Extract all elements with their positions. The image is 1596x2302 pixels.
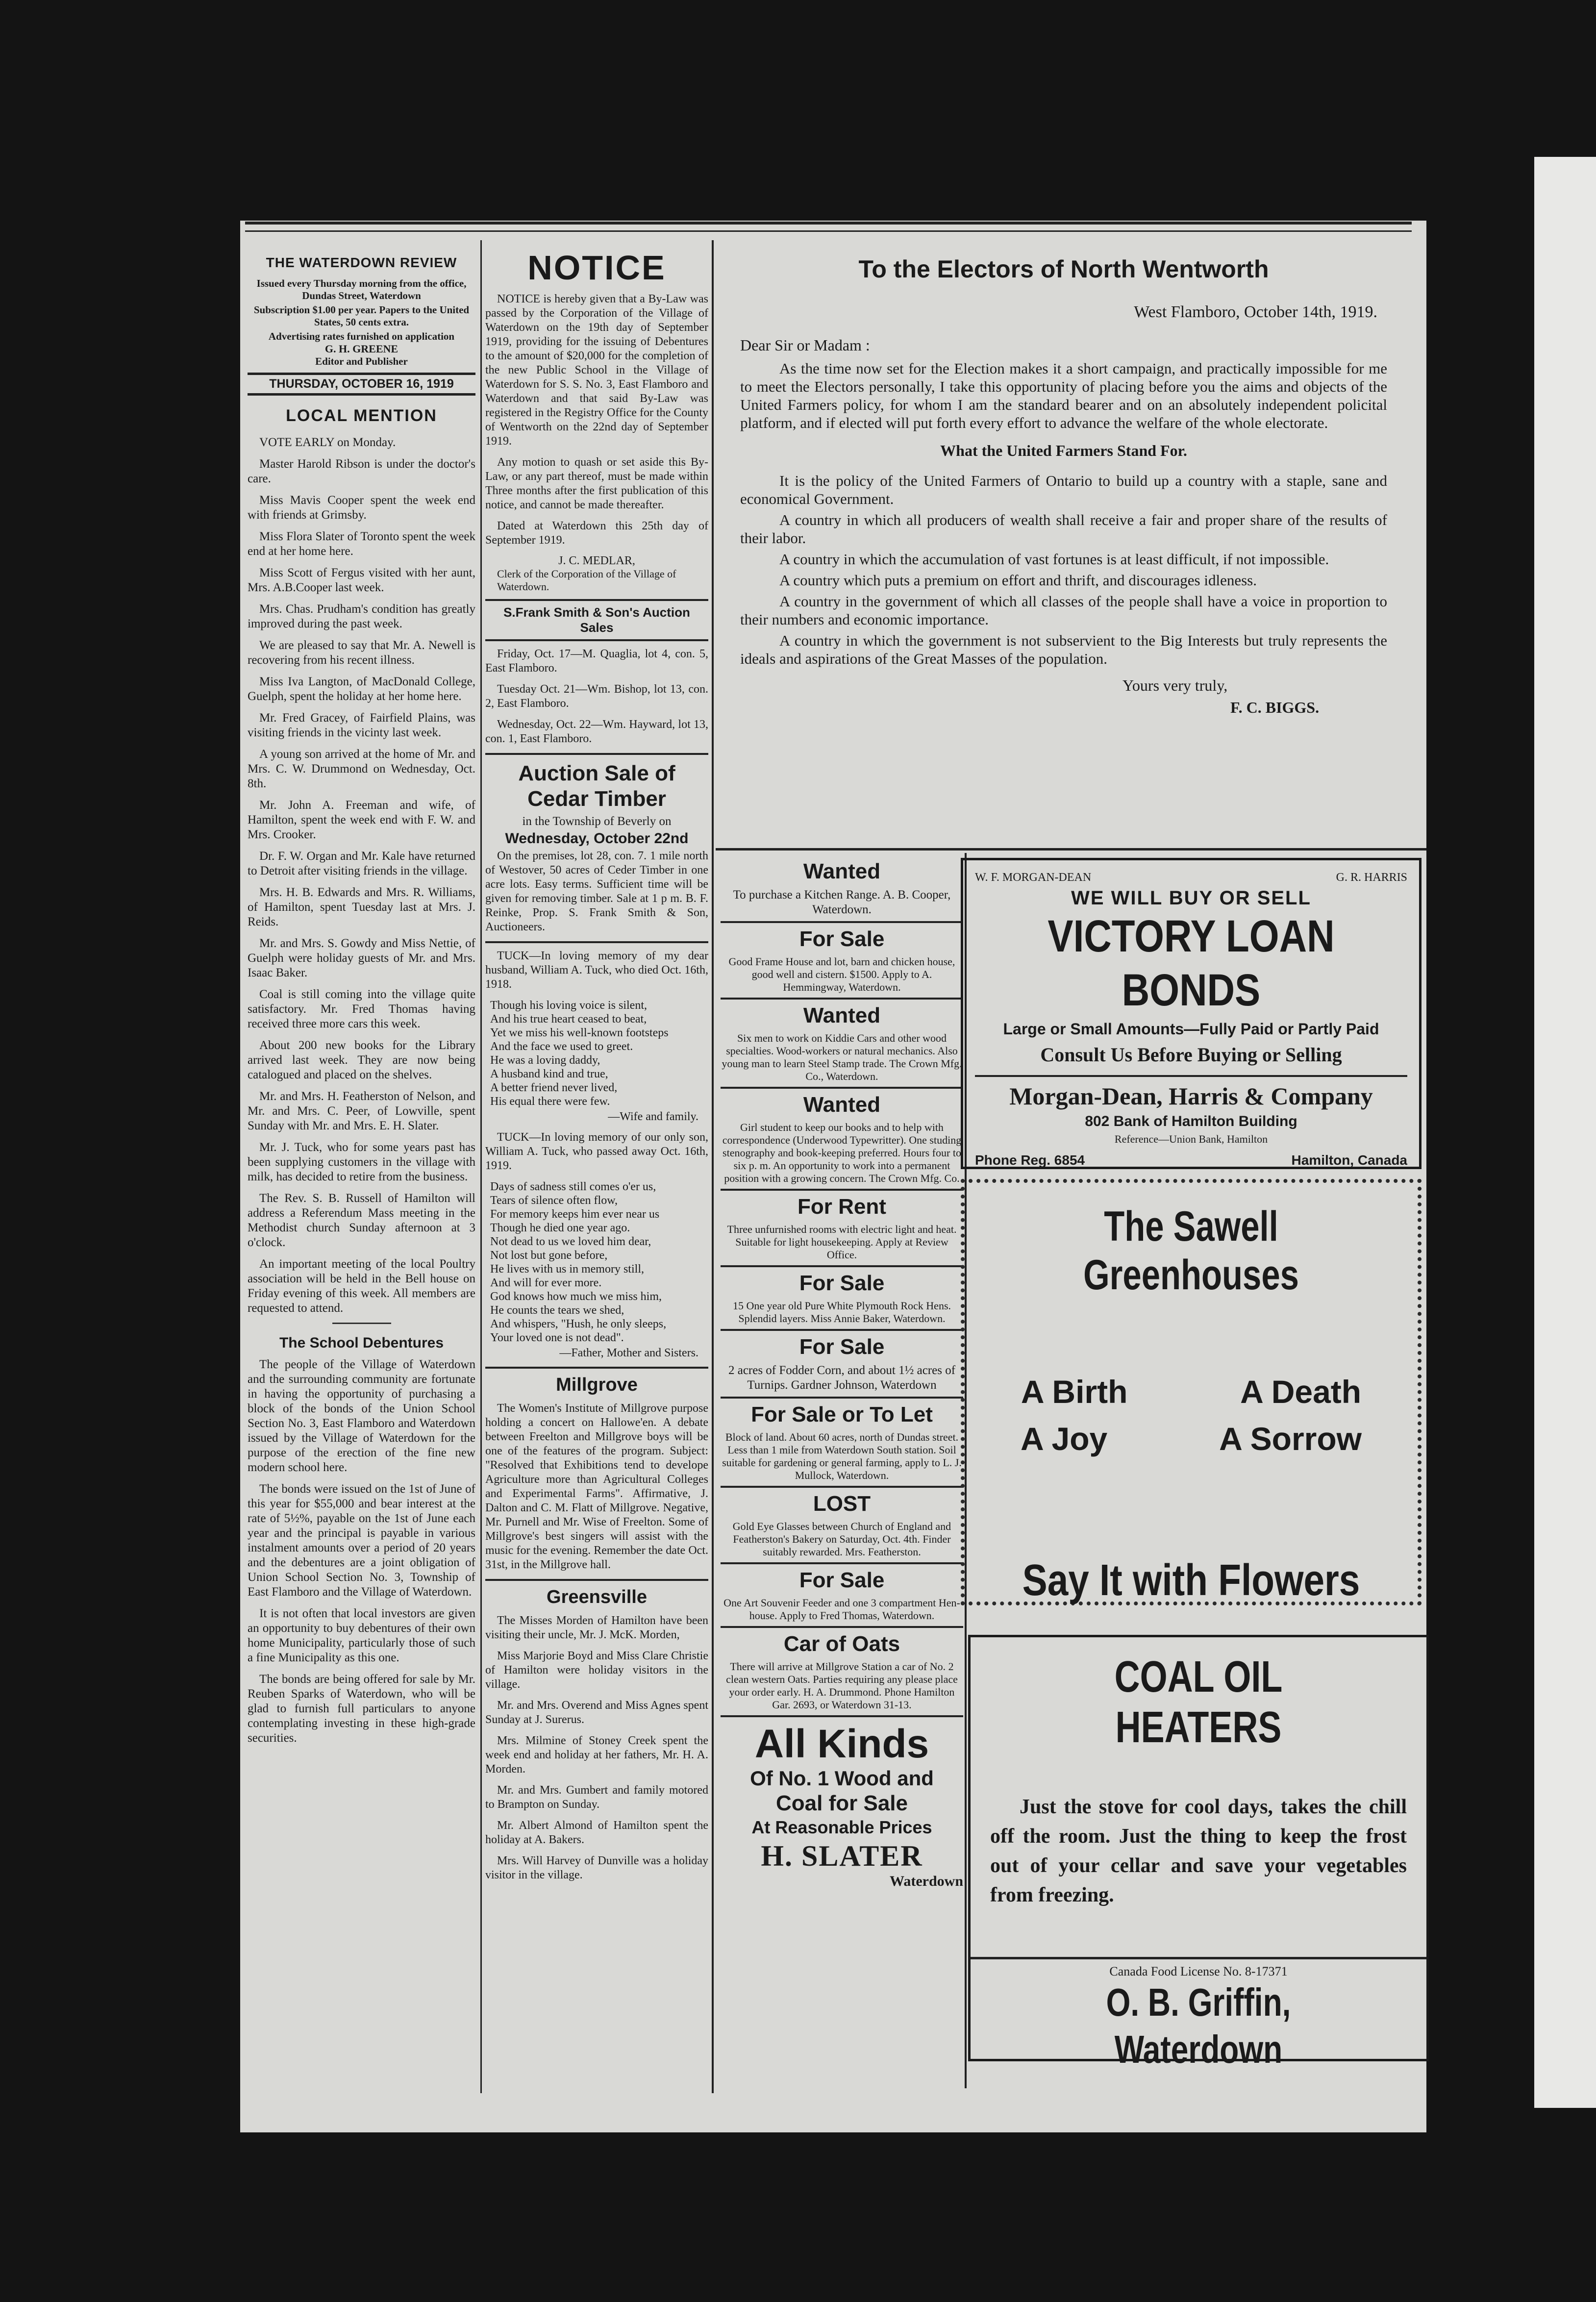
greensville-section [485, 1579, 708, 1882]
electors-intro: As the time now set for the Election makes it a short campaign, and practically impossible for me to meet the Electors personally, I take this opportunity of placing before you the aims and objects of the United Farmers policy, for whom I am the standard bearer and on an absolutely independent policital platform, and if elected will put forth every effort to advance the welfare of the whole electorate. [740, 360, 1387, 431]
cedar-line1: in the Township of Beverly on [522, 815, 672, 828]
bonds-right-name: G. R. HARRIS [1336, 871, 1407, 884]
classified-title: For Sale [799, 1335, 885, 1359]
auction-item: Friday, Oct. 17—M. Quaglia, lot 4, con. 5, East Flamboro. [485, 648, 708, 675]
greensville-item: Mr. and Mrs. Overend and Miss Agnes spent Sunday at J. Surerus. [485, 1699, 708, 1726]
greensville-heading: Greensville [547, 1587, 647, 1607]
local-item: Miss Scott of Fergus visited with her aunt, Mrs. A.B.Cooper last week. [248, 566, 475, 594]
notice-signer-title: Clerk of the Corporation of the Village of Waterdown. [497, 568, 676, 593]
memorial-section [485, 941, 708, 1360]
divider [332, 1323, 391, 1324]
school-paragraph: The bonds are being offered for sale by Mr. Reuben Sparks of Waterdown, who will be glad to furnish full particulars to anyone contemplating investing in these high-grade securities. [248, 1673, 475, 1745]
local-item: An important meeting of the local Poultry association will be held in the Bell house on Friday evening of this week. All members are requested to attend. [248, 1257, 475, 1315]
notice-paragraph: NOTICE is hereby given that a By-Law was passed by the Corporation of the Village of Waterdown on the 19th day of September 1919, providing for the issuing of Debentures to the amount of $20,000 for the completion of the new Public School in the Village of Waterdown for S. S. No. 3, East Flamboro and Waterdown and that said By-Law was registered in the Registry Office for the County of Wentworth on the 22nd day of September 1919. [485, 293, 708, 448]
electors-point: A country which puts a premium on effort and thrift, and discourages idleness. [779, 572, 1257, 589]
classified-ad [721, 1568, 963, 1628]
classified-ad [721, 859, 963, 923]
bonds-ad [961, 858, 1421, 1169]
school-paragraph: The people of the Village of Waterdown and the surrounding community are fortunate in having the opportunity of purchasing a block of the bonds of the Union School Section No. 3, East Flamboro and Waterdown issued by the Village of Waterdown for the purpose of the erection of the fine new modern school here. [248, 1358, 475, 1474]
column-local [248, 245, 475, 2093]
greenhouse-joy: A Joy [1020, 1421, 1108, 1457]
classified-body: One Art Souvenir Feeder and one 3 compartment Hen-house. Apply to Fred Thomas, Waterdown. [723, 1597, 960, 1622]
electors-heading: To the Electors of North Wentworth [858, 255, 1269, 283]
bonds-company: Morgan-Dean, Harris & Company [1009, 1082, 1373, 1110]
classified-ad [721, 927, 963, 1000]
memorial-poem [485, 999, 708, 1108]
poem-line: Yet we miss his well-known footsteps [490, 1026, 669, 1039]
issue-date: THURSDAY, OCTOBER 16, 1919 [269, 377, 454, 391]
poem-line: A husband kind and true, [490, 1068, 608, 1080]
poem-line: God knows how much we miss him, [490, 1290, 662, 1303]
classified-body: Block of land. About 60 acres, north of Dundas street. Less than 1 mile from Waterdown South station. Soil suitable for gardening or general farming, apply to L. J. Mullock, Waterdown. [722, 1431, 962, 1481]
electors-closing: Yours very truly, [1122, 676, 1228, 694]
local-item: Mr. J. Tuck, who for some years past has been supplying customers in the village with milk, has decided to retire from the business. [248, 1141, 475, 1183]
bonds-left-name: W. F. MORGAN-DEAN [975, 871, 1092, 884]
wood-place: Waterdown [890, 1873, 963, 1889]
electors-point: A country in which all producers of wealth shall receive a fair and proper share of the results of their labor. [740, 511, 1387, 547]
poem-line: Days of sadness still comes o'er us, [490, 1180, 656, 1193]
electors-point: A country in which the government is not subservient to the Big Interests but truly represents the ideals and aspirations of the Great Masses of the population. [740, 632, 1387, 667]
classified-title: Wanted [803, 1003, 881, 1027]
column-notices [485, 245, 708, 2093]
greenhouse-tagline: Say It with Flowers [1022, 1556, 1360, 1605]
local-item: Mrs. H. B. Edwards and Mrs. R. Williams, of Hamilton, spent Tuesday last at Mrs. J. Reids. [248, 886, 475, 928]
heater-license: Canada Food License No. 8-17371 [1109, 1964, 1288, 1978]
top-rule-thin [245, 230, 1412, 232]
electors-point: It is the policy of the United Farmers of Ontario to build up a country with a staple, sane and economical Government. [740, 472, 1387, 507]
classified-ad [721, 1003, 963, 1089]
local-item: Mr. and Mrs. S. Gowdy and Miss Nettie, of Guelph were holiday guests of Mr. and Mrs. Isaac Baker. [248, 937, 475, 979]
local-item: About 200 new books for the Library arrived last week. They are now being catalogued and placed on the shelves. [248, 1039, 475, 1081]
memorial-intro: TUCK—In loving memory of our only son, William A. Tuck, who passed away Oct. 16th, 1919. [485, 1131, 708, 1172]
section-rule [716, 848, 1426, 851]
local-item: Miss Iva Langton, of MacDonald College, Guelph, spent the holiday at her home here. [248, 675, 475, 703]
classified-title: For Rent [798, 1195, 886, 1219]
heater-ad [968, 1635, 1429, 2071]
wood-coal-ad [721, 1717, 963, 1890]
auction-item: Wednesday, Oct. 22—Wm. Hayward, lot 13, con. 1, East Flamboro. [485, 718, 708, 745]
local-item: We are pleased to say that Mr. A. Newell is recovering from his recent illness. [248, 639, 475, 667]
auction-item: Tuesday Oct. 21—Wm. Bishop, lot 13, con. 2, East Flamboro. [485, 683, 708, 710]
classified-title: Wanted [803, 1093, 881, 1117]
classified-ad [721, 1632, 963, 1717]
greensville-item: The Misses Morden of Hamilton have been visiting their uncle, Mr. J. McK. Morden, [485, 1614, 708, 1641]
masthead-editor-role: Editor and Publisher [315, 355, 408, 367]
memorial-intro: TUCK—In loving memory of my dear husband, William A. Tuck, who died Oct. 16th, 1918. [485, 950, 708, 991]
poem-line: His equal there were few. [490, 1095, 610, 1108]
classified-body: Girl student to keep our books and to help with correspondence (Underwood Typewritter). One studing stenography and book-keeping preferred. Hours four to six p. m. An opportunity to work into a permanent position with a growing concern. The Crown Mfg. Co. [722, 1121, 962, 1184]
classified-ad [721, 1402, 963, 1488]
classifieds-column [721, 855, 963, 2086]
classified-ad [721, 1271, 963, 1331]
bonds-line2: Large or Small Amounts—Fully Paid or Partly Paid [1003, 1020, 1379, 1038]
electors-point: A country in the government of which all classes of the people shall have a voice in proportion to their numbers and economic importance. [740, 593, 1387, 628]
bonds-city: Hamilton, Canada [1291, 1152, 1407, 1168]
notice-signer: J. C. MEDLAR, [558, 554, 635, 567]
local-item: Miss Mavis Cooper spent the week end with friends at Grimsby. [248, 494, 475, 522]
classified-title: Wanted [803, 859, 881, 883]
classified-ad [721, 1492, 963, 1564]
bonds-headline: VICTORY LOAN BONDS [1047, 911, 1335, 1015]
notice-paragraph: Any motion to quash or set aside this By-Law, or any part thereof, must be made within Three months after the first publication of this notice, and cannot be made thereafter. [485, 456, 708, 511]
memorial-signature: —Father, Mother and Sisters. [559, 1347, 698, 1359]
poem-line: And his true heart ceased to beat, [490, 1013, 647, 1026]
poem-line: Your loved one is not dead". [490, 1331, 624, 1344]
wood-line1: All Kinds [754, 1722, 929, 1766]
millgrove-body: The Women's Institute of Millgrove purpose holding a concert on Hallowe'en. A debate between Freelton and Millgrove boys will be one of the features of the program. Subject: "Resolved that Exhibitions tend to develope Agriculture more than Agricultural Colleges and Experimental Farms". Affirmative, J. Dalton and C. M. Flatt of Millgrove. Negative, Mr. Purnell and Mr. Wise of Freelton. Some of Millgrove's best singers will assist with the music for the evening. Remember the date Oct. 31st, in the Millgrove hall. [485, 1402, 708, 1571]
classified-body: 15 One year old Pure White Plymouth Rock Hens. Splendid layers. Miss Annie Baker, Waterdown. [732, 1300, 951, 1325]
poem-line: For memory keeps him ever near us [490, 1208, 660, 1221]
local-item: The Rev. S. B. Russell of Hamilton will address a Referendum Mass meeting in the Methodist church Sunday afternoon at 3 o'clock. [248, 1192, 475, 1249]
bonds-divider [975, 1075, 1407, 1077]
poem-line: And the face we used to greet. [490, 1040, 633, 1053]
poem-line: And whispers, "Hush, he only sleeps, [490, 1318, 667, 1330]
greenhouse-ad [961, 1179, 1421, 1605]
local-item: Miss Flora Slater of Toronto spent the week end at her home here. [248, 530, 475, 558]
auction-sales-heading: S.Frank Smith & Son's Auction Sales [503, 605, 690, 635]
bonds-reference: Reference—Union Bank, Hamilton [1114, 1133, 1268, 1145]
electors-subheading: What the United Farmers Stand For. [940, 442, 1187, 459]
greenhouse-row1 [965, 1373, 1418, 1410]
top-rule [245, 222, 1412, 225]
wood-line4: At Reasonable Prices [751, 1817, 932, 1837]
greenhouse-birth: A Birth [1021, 1374, 1128, 1410]
memorial-poem [485, 1180, 708, 1345]
notice-heading: NOTICE [527, 249, 666, 287]
masthead-advertising: Advertising rates furnished on application [268, 330, 455, 342]
wood-line3: Coal for Sale [776, 1791, 908, 1815]
greenhouse-title: The Sawell Greenhouses [1083, 1203, 1299, 1299]
classified-title: For Sale or To Let [751, 1402, 933, 1426]
classified-title: For Sale [799, 1568, 885, 1592]
electors-signature: F. C. BIGGS. [1230, 699, 1320, 716]
classified-body: Good Frame House and lot, barn and chicken house, good well and cistern. $1500. Apply to A. Hemmingway, Waterdown. [728, 955, 955, 993]
poem-line: Tears of silence often flow, [490, 1194, 618, 1207]
bonds-names [975, 871, 1407, 884]
greensville-item: Mrs. Will Harvey of Dunville was a holiday visitor in the village. [485, 1854, 708, 1881]
classified-body: To purchase a Kitchen Range. A. B. Cooper, Waterdown. [733, 888, 951, 916]
bonds-address: 802 Bank of Hamilton Building [1085, 1113, 1297, 1129]
classified-ad [721, 1195, 963, 1267]
local-items [248, 435, 475, 1316]
poem-line: Not lost but gone before, [490, 1249, 608, 1262]
classified-title: For Sale [799, 1271, 885, 1295]
local-item: A young son arrived at the home of Mr. and Mrs. C. W. Drummond on Wednesday, Oct. 8th. [248, 748, 475, 790]
local-item: Mrs. Chas. Prudham's condition has greatly improved during the past week. [248, 602, 475, 630]
cedar-heading: Auction Sale of Cedar Timber [518, 761, 675, 811]
classified-title: For Sale [799, 927, 885, 951]
column-rule-2 [712, 240, 714, 2093]
poem-line: A better friend never lived, [490, 1081, 618, 1094]
millgrove-heading: Millgrove [556, 1375, 638, 1395]
next-page-edge [1534, 157, 1596, 2108]
school-paragraph: It is not often that local investors are given an opportunity to buy debentures of their own home Municipality, particularly those of such a fine Municipality as this one. [248, 1607, 475, 1664]
classified-body: Gold Eye Glasses between Church of England and Featherston's Bakery on Saturday, Oct. 4th. Finder suitably rewarded. Mrs. Featherston. [732, 1520, 951, 1558]
poem-line: He lives with us in memory still, [490, 1263, 644, 1276]
school-paragraph: The bonds were issued on the 1st of June of this year for $55,000 and bear interest at the rate of 5½%, payable on the 1st of June each year and the principal is payable in various instalment amounts over a period of 20 years and the debentures are a joint obligation of Union School Section No. 3, Township of East Flamboro and the Village of Waterdown. [248, 1482, 475, 1599]
poem-line: He counts the tears we shed, [490, 1304, 624, 1317]
cedar-line2: Wednesday, October 22nd [505, 830, 689, 847]
poem-line: Though he died one year ago. [490, 1222, 630, 1234]
memorial-signature: —Wife and family. [608, 1110, 698, 1123]
heater-body: Just the stove for cool days, takes the chill off the room. Just the thing to keep the frost out of your cellar and save your vegetables from freezing. [990, 1796, 1407, 1906]
column-rule-1 [480, 240, 482, 2093]
greensville-item: Mr. and Mrs. Gumbert and family motored to Brampton on Sunday. [485, 1784, 708, 1811]
heater-divider [971, 1957, 1426, 1959]
local-item: VOTE EARLY on Monday. [259, 436, 396, 449]
classified-body: Three unfurnished rooms with electric light and heat. Suitable for light housekeeping. Apply at Review Office. [727, 1223, 957, 1261]
cedar-ad [485, 753, 708, 934]
wood-name: H. SLATER [761, 1840, 923, 1872]
greensville-item: Mrs. Milmine of Stoney Creek spent the week end and holiday at her fathers, Mr. H. A. Morden. [485, 1734, 708, 1776]
heater-name: O. B. Griffin, Waterdown [1106, 1980, 1291, 2071]
bonds-line1: WE WILL BUY OR SELL [1071, 887, 1311, 909]
school-debentures-heading: The School Debentures [279, 1335, 444, 1351]
classified-body: Six men to work on Kiddie Cars and other wood specialties. Wood-workers or natural mechanics. Also young man to learn Steel Stamp trade. The Crown Mfg. Co., Waterdown. [722, 1032, 962, 1082]
poem-line: Not dead to us we loved him dear, [490, 1235, 651, 1248]
poem-line: And will for ever more. [490, 1276, 602, 1289]
masthead-subscription: Subscription $1.00 per year. Papers to the United States, 50 cents extra. [253, 304, 470, 328]
classified-ad [721, 1335, 963, 1399]
local-item: Master Harold Ribson is under the doctor's care. [248, 457, 475, 485]
classified-ad [721, 1093, 963, 1191]
greenhouse-row2 [965, 1420, 1418, 1457]
bonds-phone: Phone Reg. 6854 [975, 1152, 1085, 1168]
poem-line: He was a loving daddy, [490, 1054, 600, 1067]
local-item: Mr. Fred Gracey, of Fairfield Plains, was visiting friends in the vicinty last week. [248, 711, 475, 739]
local-mention-heading: LOCAL MENTION [286, 406, 437, 425]
classified-body: There will arrive at Millgrove Station a car of No. 2 clean western Oats. Parties requiring any please place your order early. H. A. Drummond. Phone Hamilton Gar. 2693, or Waterdown 31-13. [726, 1660, 958, 1711]
auction-heading-band [485, 599, 708, 641]
wood-line2: Of No. 1 Wood and [750, 1767, 934, 1790]
bonds-line3: Consult Us Before Buying or Selling [1040, 1044, 1342, 1066]
greensville-item: Miss Marjorie Boyd and Miss Clare Christie of Hamilton were holiday visitors in the village. [485, 1650, 708, 1691]
classified-title: Car of Oats [783, 1632, 900, 1656]
electors-point: A country in which the accumulation of vast fortunes is at least difficult, if not impossible. [779, 550, 1329, 568]
masthead-editor: G. H. GREENE [324, 343, 399, 355]
greensville-item: Mr. Albert Almond of Hamilton spent the holiday at A. Bakers. [485, 1819, 708, 1846]
classified-title: LOST [813, 1492, 871, 1516]
masthead-title: THE WATERDOWN REVIEW [266, 255, 457, 270]
masthead-info: Issued every Thursday morning from the office, Dundas Street, Waterdown [256, 277, 467, 301]
notice-paragraph: Dated at Waterdown this 25th day of September 1919. [485, 520, 708, 547]
classified-body: 2 acres of Fodder Corn, and about 1½ acres of Turnips. Gardner Johnson, Waterdown [728, 1364, 956, 1392]
electors-salutation: Dear Sir or Madam : [740, 336, 870, 354]
bonds-footer [975, 1152, 1407, 1168]
local-item: Coal is still coming into the village quite satisfactory. Mr. Fred Thomas having received three more cars this week. [248, 988, 475, 1030]
heater-title: COAL OIL HEATERS [1114, 1652, 1283, 1752]
millgrove-section [485, 1367, 708, 1572]
cedar-body: On the premises, lot 28, con. 7. 1 mile north of Westover, 50 acres of Ceder Timber in one acre lots. Easy terms. Sufficient time will be given for removing timber. Sale at 1 p m. B. F. Reinke, Prop. S. Frank Smith & Son, Auctioneers. [485, 850, 708, 933]
electors-letter [740, 255, 1387, 833]
greenhouse-sorrow: A Sorrow [1219, 1421, 1362, 1457]
local-item: Mr. and Mrs. H. Featherston of Nelson, and Mr. and Mrs. C. Peer, of Lowville, spent Sunday with Mr. and Mrs. E. H. Slater. [248, 1090, 475, 1132]
electors-dateline: West Flamboro, October 14th, 1919. [1134, 303, 1377, 321]
poem-line: Though his loving voice is silent, [490, 999, 647, 1012]
local-item: Dr. F. W. Organ and Mr. Kale have returned to Detroit after visiting friends in the village. [248, 850, 475, 877]
greenhouse-death: A Death [1240, 1374, 1362, 1410]
local-item: Mr. John A. Freeman and wife, of Hamilton, spent the week end with F. W. and Mrs. Crooker. [248, 799, 475, 841]
date-band [248, 373, 475, 396]
